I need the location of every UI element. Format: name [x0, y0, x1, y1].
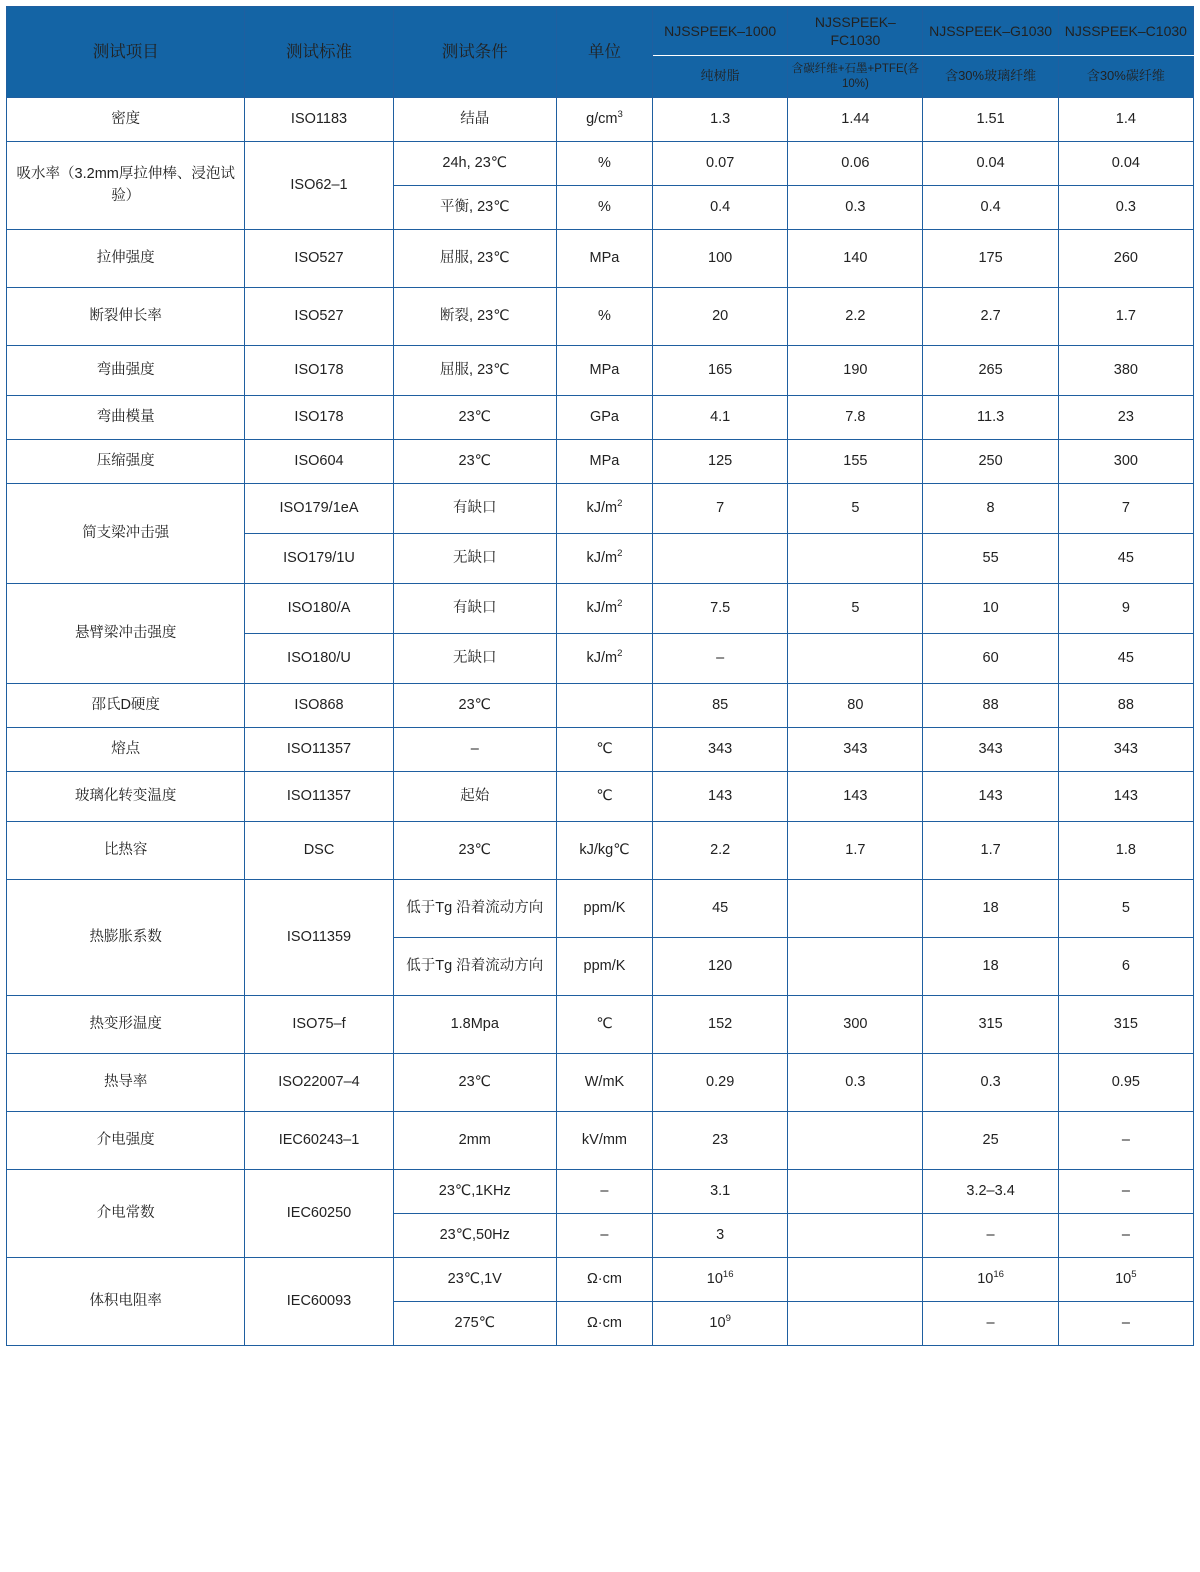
- row-value: 175: [923, 230, 1058, 288]
- row-value: 265: [923, 346, 1058, 396]
- row-item-label: 体积电阻率: [7, 1258, 245, 1346]
- row-value: [788, 880, 923, 938]
- row-unit: %: [556, 288, 652, 346]
- row-value: 100: [653, 230, 788, 288]
- material-properties-table: [6, 6, 1194, 1346]
- row-value: 1.4: [1058, 98, 1193, 142]
- row-value: –: [1058, 1112, 1193, 1170]
- table-row: [7, 728, 1194, 772]
- row-value: 6: [1058, 938, 1193, 996]
- row-value: 45: [653, 880, 788, 938]
- row-condition: 24h, 23℃: [393, 142, 556, 186]
- row-condition: 23℃: [393, 396, 556, 440]
- row-item-label: 热导率: [7, 1054, 245, 1112]
- row-value: $10^{16}$: [653, 1258, 788, 1302]
- row-unit: kV/mm: [556, 1112, 652, 1170]
- row-item-label: 断裂伸长率: [7, 288, 245, 346]
- header-product-code-2: NJSSPEEK–G1030: [923, 7, 1058, 56]
- row-value: [788, 1302, 923, 1346]
- header-item: 测试项目: [7, 7, 245, 98]
- row-value: 45: [1058, 534, 1193, 584]
- row-unit: Ω·cm: [556, 1302, 652, 1346]
- row-value: 45: [1058, 634, 1193, 684]
- row-condition: 23℃: [393, 822, 556, 880]
- row-item-label: 介电强度: [7, 1112, 245, 1170]
- row-value: [653, 534, 788, 584]
- row-standard: ISO180/U: [245, 634, 393, 684]
- row-value: 380: [1058, 346, 1193, 396]
- row-item-label: 吸水率（3.2mm厚拉伸棒、浸泡试验）: [7, 142, 245, 230]
- row-value: 140: [788, 230, 923, 288]
- row-condition: 低于Tg 沿着流动方向: [393, 938, 556, 996]
- table-row: [7, 142, 1194, 186]
- header-product-code-3: NJSSPEEK–C1030: [1058, 7, 1193, 56]
- row-value: 80: [788, 684, 923, 728]
- row-unit: %: [556, 186, 652, 230]
- row-condition: 23℃: [393, 684, 556, 728]
- row-value: 20: [653, 288, 788, 346]
- row-unit: $kJ/m^2$: [556, 584, 652, 634]
- row-value: –: [1058, 1302, 1193, 1346]
- table-row: [7, 288, 1194, 346]
- row-value: 125: [653, 440, 788, 484]
- row-value: 8: [923, 484, 1058, 534]
- table-row: [7, 346, 1194, 396]
- row-value: 343: [653, 728, 788, 772]
- row-value: 0.3: [923, 1054, 1058, 1112]
- row-unit: MPa: [556, 346, 652, 396]
- row-condition: 有缺口: [393, 584, 556, 634]
- row-item-label: 压缩强度: [7, 440, 245, 484]
- row-item-label: 弯曲模量: [7, 396, 245, 440]
- row-value: 0.3: [788, 186, 923, 230]
- row-value: 5: [788, 584, 923, 634]
- table-row: [7, 772, 1194, 822]
- row-standard: ISO527: [245, 288, 393, 346]
- row-value: 2.2: [788, 288, 923, 346]
- row-value: 0.95: [1058, 1054, 1193, 1112]
- header-product-desc-3: 含30%碳纤维: [1058, 56, 1193, 98]
- row-unit: ℃: [556, 772, 652, 822]
- row-condition: 屈服, 23℃: [393, 230, 556, 288]
- header-product-code-0: NJSSPEEK–1000: [653, 7, 788, 56]
- row-unit: ppm/K: [556, 880, 652, 938]
- row-item-label: 拉伸强度: [7, 230, 245, 288]
- row-value: 4.1: [653, 396, 788, 440]
- row-value: 1.7: [788, 822, 923, 880]
- table-row: [7, 584, 1194, 634]
- row-value: 143: [653, 772, 788, 822]
- header-product-desc-1: 含碳纤维+石墨+PTFE(各10%): [788, 56, 923, 98]
- row-condition: 低于Tg 沿着流动方向: [393, 880, 556, 938]
- row-value: 3.2–3.4: [923, 1170, 1058, 1214]
- row-value: 1.44: [788, 98, 923, 142]
- row-value: 5: [1058, 880, 1193, 938]
- row-value: –: [653, 634, 788, 684]
- header-standard: 测试标准: [245, 7, 393, 98]
- row-value: 343: [788, 728, 923, 772]
- row-unit: $kJ/m^2$: [556, 534, 652, 584]
- row-value: 55: [923, 534, 1058, 584]
- row-standard: ISO178: [245, 396, 393, 440]
- row-value: 1.7: [923, 822, 1058, 880]
- row-value: 88: [923, 684, 1058, 728]
- row-value: [788, 534, 923, 584]
- row-unit: GPa: [556, 396, 652, 440]
- header-product-desc-2: 含30%玻璃纤维: [923, 56, 1058, 98]
- row-value: 0.04: [1058, 142, 1193, 186]
- row-condition: 起始: [393, 772, 556, 822]
- row-value: [788, 634, 923, 684]
- row-value: 143: [923, 772, 1058, 822]
- row-unit: ℃: [556, 728, 652, 772]
- row-value: 0.07: [653, 142, 788, 186]
- row-unit: Ω·cm: [556, 1258, 652, 1302]
- row-value: [788, 1112, 923, 1170]
- row-value: –: [1058, 1170, 1193, 1214]
- row-value: [788, 1214, 923, 1258]
- row-standard: IEC60093: [245, 1258, 393, 1346]
- row-value: 165: [653, 346, 788, 396]
- row-standard: ISO22007–4: [245, 1054, 393, 1112]
- row-condition: 23℃,1V: [393, 1258, 556, 1302]
- row-condition: 23℃,50Hz: [393, 1214, 556, 1258]
- row-item-label: 玻璃化转变温度: [7, 772, 245, 822]
- row-standard: DSC: [245, 822, 393, 880]
- row-standard: ISO604: [245, 440, 393, 484]
- row-value: 7.5: [653, 584, 788, 634]
- row-unit: –: [556, 1170, 652, 1214]
- row-value: $10^{16}$: [923, 1258, 1058, 1302]
- row-value: $10^9$: [653, 1302, 788, 1346]
- row-standard: ISO527: [245, 230, 393, 288]
- row-value: 0.4: [653, 186, 788, 230]
- row-unit: kJ/kg℃: [556, 822, 652, 880]
- row-condition: 无缺口: [393, 534, 556, 584]
- row-value: 300: [1058, 440, 1193, 484]
- row-value: 143: [1058, 772, 1193, 822]
- row-value: 7.8: [788, 396, 923, 440]
- row-standard: ISO11357: [245, 728, 393, 772]
- row-value: 315: [923, 996, 1058, 1054]
- row-condition: –: [393, 728, 556, 772]
- table-row: [7, 1054, 1194, 1112]
- row-value: 0.4: [923, 186, 1058, 230]
- row-standard: ISO868: [245, 684, 393, 728]
- row-value: 3.1: [653, 1170, 788, 1214]
- header-product-desc-0: 纯树脂: [653, 56, 788, 98]
- table-row: [7, 1170, 1194, 1214]
- row-value: 1.7: [1058, 288, 1193, 346]
- row-condition: 2mm: [393, 1112, 556, 1170]
- row-value: 1.3: [653, 98, 788, 142]
- row-standard: ISO179/1eA: [245, 484, 393, 534]
- row-item-label: 介电常数: [7, 1170, 245, 1258]
- row-value: 0.04: [923, 142, 1058, 186]
- row-value: 155: [788, 440, 923, 484]
- row-unit: $g/cm^3$: [556, 98, 652, 142]
- row-item-label: 邵氏D硬度: [7, 684, 245, 728]
- table-row: [7, 1258, 1194, 1302]
- header-condition: 测试条件: [393, 7, 556, 98]
- row-value: 3: [653, 1214, 788, 1258]
- row-value: –: [923, 1214, 1058, 1258]
- row-condition: 屈服, 23℃: [393, 346, 556, 396]
- row-unit: MPa: [556, 440, 652, 484]
- row-value: 2.7: [923, 288, 1058, 346]
- row-value: [788, 938, 923, 996]
- row-unit: %: [556, 142, 652, 186]
- row-condition: 23℃: [393, 440, 556, 484]
- row-value: 143: [788, 772, 923, 822]
- row-condition: 1.8Mpa: [393, 996, 556, 1054]
- row-item-label: 熔点: [7, 728, 245, 772]
- row-item-label: 密度: [7, 98, 245, 142]
- header-row-top: [7, 7, 1194, 56]
- row-condition: 275℃: [393, 1302, 556, 1346]
- row-value: 85: [653, 684, 788, 728]
- row-value: 9: [1058, 584, 1193, 634]
- row-standard: ISO1183: [245, 98, 393, 142]
- row-value: 88: [1058, 684, 1193, 728]
- row-value: 5: [788, 484, 923, 534]
- row-value: $10^5$: [1058, 1258, 1193, 1302]
- row-standard: ISO178: [245, 346, 393, 396]
- table-row: [7, 440, 1194, 484]
- row-condition: 无缺口: [393, 634, 556, 684]
- header-product-code-1: NJSSPEEK–FC1030: [788, 7, 923, 56]
- row-value: 0.3: [788, 1054, 923, 1112]
- row-condition: 23℃: [393, 1054, 556, 1112]
- row-standard: IEC60250: [245, 1170, 393, 1258]
- row-standard: IEC60243–1: [245, 1112, 393, 1170]
- row-condition: 结晶: [393, 98, 556, 142]
- row-value: 10: [923, 584, 1058, 634]
- row-standard: ISO179/1U: [245, 534, 393, 584]
- row-value: 120: [653, 938, 788, 996]
- row-value: 250: [923, 440, 1058, 484]
- row-value: –: [923, 1302, 1058, 1346]
- row-value: [788, 1258, 923, 1302]
- row-value: 1.8: [1058, 822, 1193, 880]
- row-value: [788, 1170, 923, 1214]
- row-value: 25: [923, 1112, 1058, 1170]
- row-value: 7: [653, 484, 788, 534]
- row-value: 0.29: [653, 1054, 788, 1112]
- row-value: 343: [1058, 728, 1193, 772]
- row-value: 23: [1058, 396, 1193, 440]
- row-standard: ISO11357: [245, 772, 393, 822]
- table-row: [7, 684, 1194, 728]
- row-standard: ISO75–f: [245, 996, 393, 1054]
- row-value: 7: [1058, 484, 1193, 534]
- row-unit: W/mK: [556, 1054, 652, 1112]
- table-body: [7, 98, 1194, 1346]
- table-row: [7, 1112, 1194, 1170]
- table-row: [7, 484, 1194, 534]
- row-unit: –: [556, 1214, 652, 1258]
- table-row: [7, 880, 1194, 938]
- header-unit: 单位: [556, 7, 652, 98]
- row-value: 0.06: [788, 142, 923, 186]
- row-value: 23: [653, 1112, 788, 1170]
- row-value: 18: [923, 938, 1058, 996]
- row-item-label: 悬臂梁冲击强度: [7, 584, 245, 684]
- row-condition: 有缺口: [393, 484, 556, 534]
- table-row: [7, 98, 1194, 142]
- row-unit: MPa: [556, 230, 652, 288]
- row-value: 18: [923, 880, 1058, 938]
- row-condition: 断裂, 23℃: [393, 288, 556, 346]
- row-item-label: 简支梁冲击强: [7, 484, 245, 584]
- table-row: [7, 822, 1194, 880]
- row-value: –: [1058, 1214, 1193, 1258]
- table-row: [7, 396, 1194, 440]
- row-standard: ISO180/A: [245, 584, 393, 634]
- row-item-label: 比热容: [7, 822, 245, 880]
- row-value: 190: [788, 346, 923, 396]
- row-standard: ISO11359: [245, 880, 393, 996]
- row-item-label: 热变形温度: [7, 996, 245, 1054]
- row-unit: $kJ/m^2$: [556, 484, 652, 534]
- row-unit: ppm/K: [556, 938, 652, 996]
- row-item-label: 弯曲强度: [7, 346, 245, 396]
- row-value: 11.3: [923, 396, 1058, 440]
- row-unit: $kJ/m^2$: [556, 634, 652, 684]
- table-row: [7, 996, 1194, 1054]
- row-condition: 23℃,1KHz: [393, 1170, 556, 1214]
- row-value: 60: [923, 634, 1058, 684]
- row-item-label: 热膨胀系数: [7, 880, 245, 996]
- row-unit: [556, 684, 652, 728]
- row-value: 152: [653, 996, 788, 1054]
- row-value: 0.3: [1058, 186, 1193, 230]
- row-unit: ℃: [556, 996, 652, 1054]
- table-row: [7, 230, 1194, 288]
- row-value: 260: [1058, 230, 1193, 288]
- row-condition: 平衡, 23℃: [393, 186, 556, 230]
- row-value: 300: [788, 996, 923, 1054]
- row-value: 2.2: [653, 822, 788, 880]
- row-value: 343: [923, 728, 1058, 772]
- row-value: 1.51: [923, 98, 1058, 142]
- row-value: 315: [1058, 996, 1193, 1054]
- row-standard: ISO62–1: [245, 142, 393, 230]
- table-header: [7, 7, 1194, 98]
